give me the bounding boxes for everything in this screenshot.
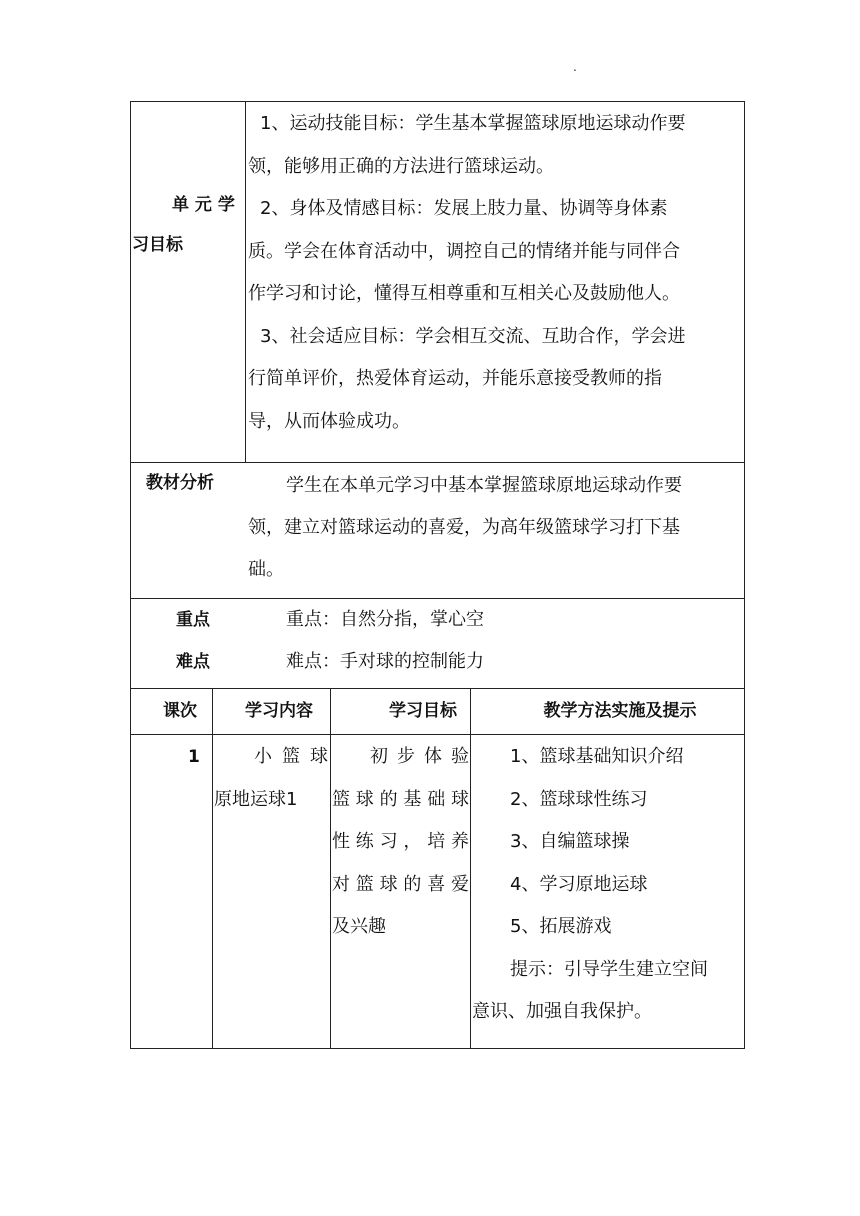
lesson-goal-line: 篮球的基础球: [332, 788, 469, 810]
rule-row-4: [130, 734, 745, 735]
rule-col-goal: [470, 688, 471, 1049]
lesson-method-line: 1、篮球基础知识介绍: [510, 746, 684, 767]
unit-goals-line: 导，从而体验成功。: [248, 410, 410, 432]
header-content: 学习内容: [245, 701, 313, 721]
unit-goals-line: 行简单评价，热爱体育运动，并能乐意接受教师的指: [248, 368, 662, 389]
key-points-labels: [176, 599, 246, 683]
key-point-label: 重点: [176, 610, 210, 630]
rule-right: [744, 101, 745, 1049]
lesson-method: [472, 736, 743, 1034]
key-point-text: 重点：自然分指，掌心空: [286, 609, 484, 630]
lesson-method-line: 意识、加强自我保护。: [472, 1001, 652, 1022]
material-line: 础。: [248, 559, 284, 580]
lesson-content-line: 小篮球: [254, 746, 328, 767]
unit-goals-line: 质。学会在体育活动中，调控自己的情绪并能与同伴合: [248, 240, 680, 262]
difficult-point-label: 难点: [176, 652, 210, 672]
unit-goals-line: 3、社会适应目标：学会相互交流、互助合作，学会进: [260, 325, 686, 347]
rule-label-col-1: [245, 101, 246, 462]
unit-goals-line: 2、身体及情感目标：发展上肢力量、协调等身体素: [260, 198, 668, 219]
lesson-goal-line: 性练习，培养: [332, 831, 469, 852]
lesson-content-line: 原地运球1: [214, 788, 298, 810]
page-mark: .: [573, 60, 577, 74]
lesson-goal-line: 及兴趣: [332, 916, 386, 937]
lesson-content: [214, 736, 328, 821]
lesson-method-line: 3、自编篮球操: [510, 831, 630, 852]
unit-goals-line: 作学习和讨论，懂得互相尊重和互相关心及鼓励他人。: [248, 283, 680, 304]
material-content: [248, 465, 743, 591]
lesson-method-line: 2、篮球球性练习: [510, 788, 648, 810]
rule-col-content: [330, 688, 331, 1049]
header-method: 教学方法实施及提示: [543, 701, 697, 721]
material-label: 教材分析: [146, 473, 214, 493]
unit-goals-line: 1、运动技能目标：学生基本掌握篮球原地运球动作要: [260, 113, 686, 134]
lesson-method-line: 4、学习原地运球: [510, 873, 648, 895]
lesson-goal-line: 初步体验: [370, 746, 469, 767]
unit-goals-content: [248, 103, 743, 443]
lesson-method-line: 5、拓展游戏: [510, 916, 612, 937]
unit-goals-label-line1: 单 元 学: [172, 195, 235, 215]
key-points-content: [286, 599, 736, 683]
material-line: 领，建立对篮球运动的喜爱，为高年级篮球学习打下基: [248, 517, 680, 538]
lesson-number: 1: [188, 747, 200, 767]
lesson-goal: [332, 736, 469, 949]
unit-goals-line: 领，能够用正确的方法进行篮球运动。: [248, 155, 554, 177]
rule-top: [130, 101, 745, 102]
difficult-point-text: 难点：手对球的控制能力: [286, 651, 484, 672]
rule-bottom: [130, 1048, 745, 1049]
unit-goals-label-line2: 习目标: [132, 235, 183, 255]
lesson-goal-line: 对篮球的喜爱: [332, 873, 469, 895]
unit-goals-label: [130, 185, 245, 265]
header-goal: 学习目标: [389, 701, 457, 721]
lesson-method-line: 提示：引导学生建立空间: [510, 958, 708, 980]
rule-col-number: [212, 688, 213, 1049]
header-lesson-number: 课次: [163, 701, 197, 721]
material-line: 学生在本单元学习中基本掌握篮球原地运球动作要: [286, 475, 682, 496]
